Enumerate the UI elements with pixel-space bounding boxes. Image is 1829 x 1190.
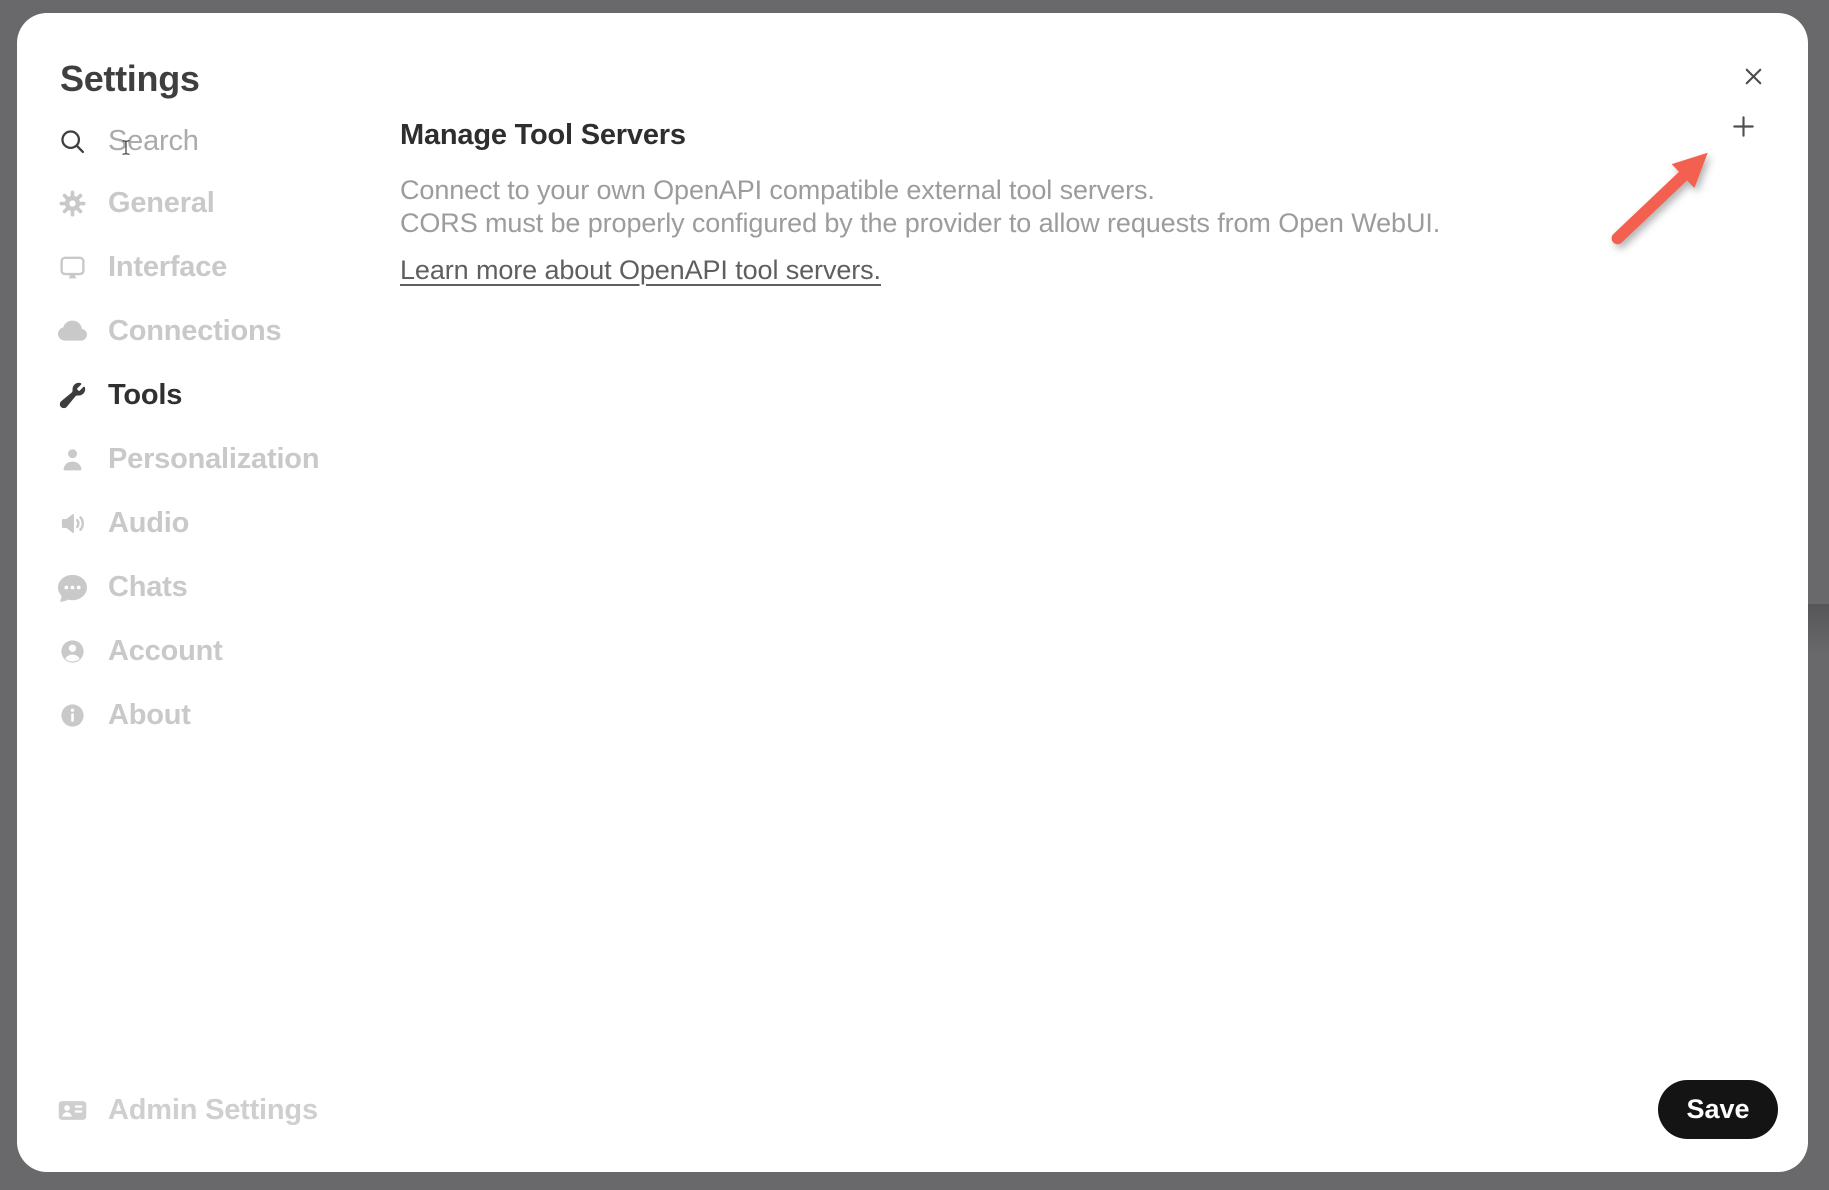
close-button[interactable] <box>1731 54 1775 98</box>
page-title: Manage Tool Servers <box>400 119 686 151</box>
gear-icon <box>55 186 89 220</box>
id-card-icon <box>55 1093 89 1127</box>
modal-title: Settings <box>60 58 200 99</box>
person-icon <box>55 442 89 476</box>
sidebar-item-account[interactable] <box>55 619 385 683</box>
add-tool-server-button[interactable] <box>1723 106 1763 146</box>
settings-modal <box>17 13 1808 1172</box>
sidebar-item-audio[interactable] <box>55 491 385 555</box>
cloud-icon <box>55 314 89 348</box>
sidebar-item-tools[interactable] <box>55 363 385 427</box>
save-button[interactable]: Save <box>1658 1080 1778 1139</box>
openapi-docs-link[interactable]: Learn more about OpenAPI tool servers. <box>400 255 881 285</box>
x-icon <box>1741 64 1766 89</box>
sidebar-item-label: Audio <box>108 506 190 539</box>
sidebar-item-interface[interactable] <box>55 235 385 299</box>
sidebar-item-about[interactable] <box>55 683 385 747</box>
sidebar-item-label: Interface <box>108 250 228 283</box>
chat-bubble-icon <box>55 570 89 604</box>
sidebar-item-personalization[interactable] <box>55 427 385 491</box>
speaker-icon <box>55 506 89 540</box>
admin-settings-label: Admin Settings <box>108 1093 318 1126</box>
sidebar-item-label: Chats <box>108 570 188 603</box>
sidebar-item-connections[interactable] <box>55 299 385 363</box>
sidebar-item-label: Account <box>108 634 223 667</box>
sidebar-item-label: Personalization <box>108 442 320 475</box>
wrench-icon <box>55 378 89 412</box>
sidebar-item-chats[interactable] <box>55 555 385 619</box>
description-line-2: CORS must be properly configured by the provider to allow requests from Open WebUI. <box>400 208 1441 238</box>
description-text <box>400 174 1688 240</box>
sidebar-item-label: Tools <box>108 378 183 411</box>
person-circle-icon <box>55 634 89 668</box>
sidebar-item-label: About <box>108 698 191 731</box>
screen-edge-shadow <box>1808 604 1829 654</box>
admin-settings-button[interactable] <box>55 1078 318 1142</box>
tool-servers-panel <box>400 119 1688 286</box>
sidebar-item-general[interactable] <box>55 171 385 235</box>
description-line-1: Connect to your own OpenAPI compatible external tool servers. <box>400 175 1155 205</box>
sidebar-item-label: Connections <box>108 314 282 347</box>
sidebar-search <box>55 111 385 171</box>
search-input[interactable] <box>108 125 348 158</box>
magnifier-icon <box>55 124 89 158</box>
settings-sidebar <box>55 111 385 747</box>
plus-icon <box>1730 113 1757 140</box>
monitor-icon <box>55 250 89 284</box>
sidebar-item-label: General <box>108 186 215 219</box>
info-circle-icon <box>55 698 89 732</box>
